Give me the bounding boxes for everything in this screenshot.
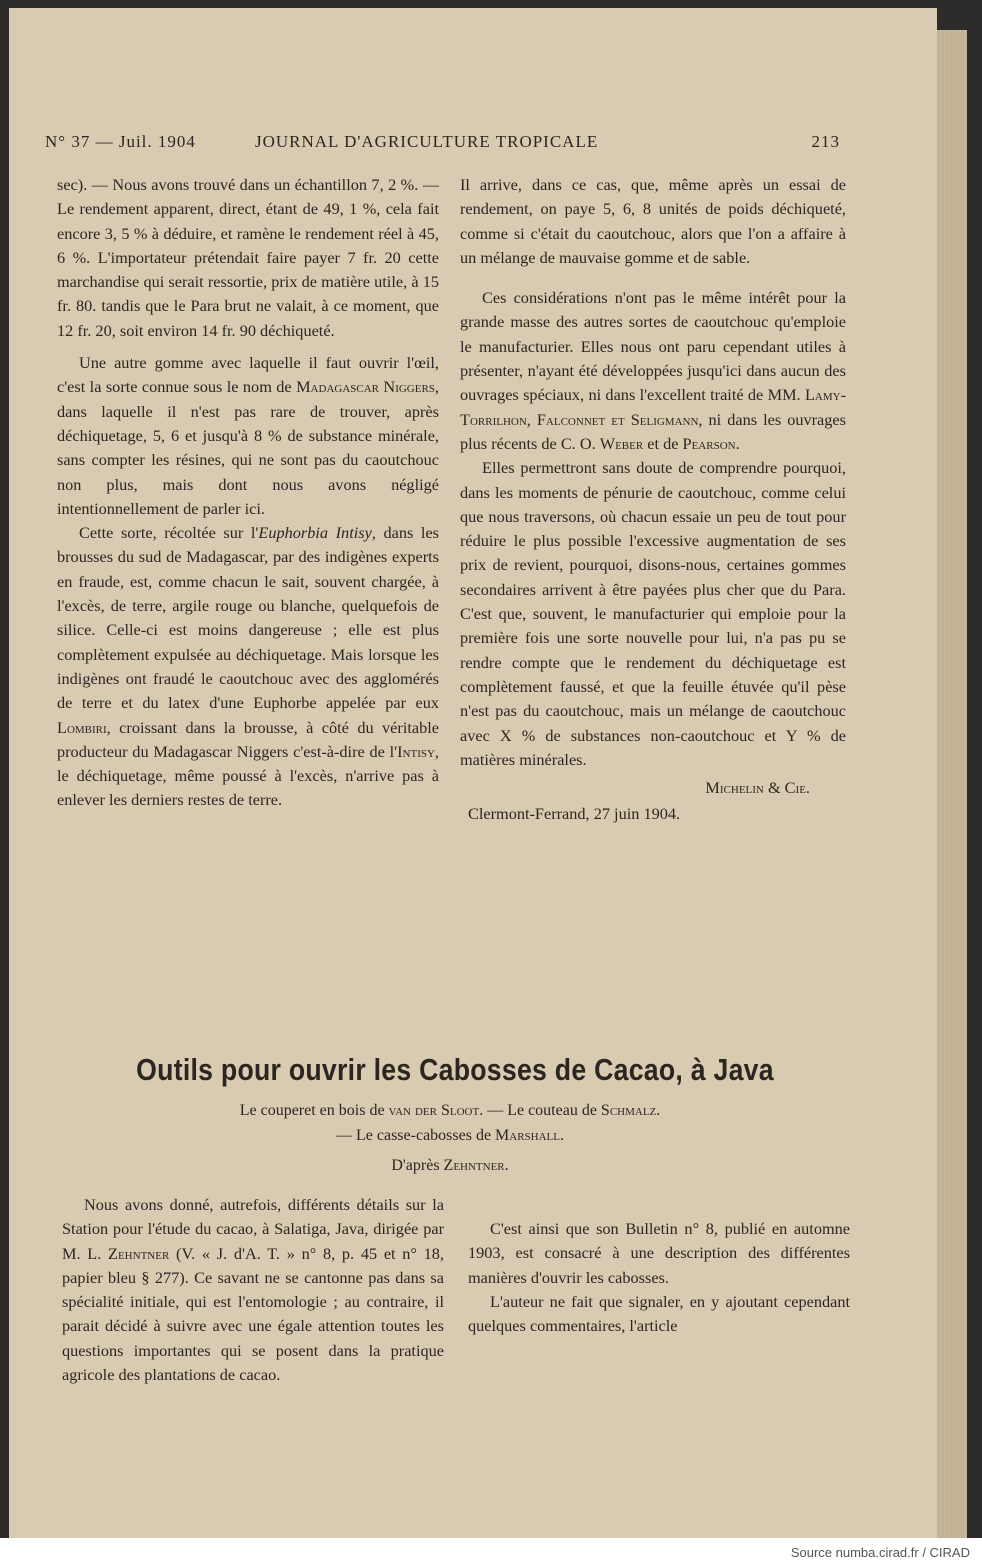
- source-credit: Source numba.cirad.fr / CIRAD: [790, 1545, 970, 1560]
- paragraph: Nous avons donné, autrefois, différents détails sur la Station pour l'étude du cacao, à Salatiga, Java, dirigée par M. L. Zehntner (V. « J. d'A. T. » n° 8, p. 45 et n° 18, papier bleu § 277). Ce savant ne se cantonne pas dans sa spécialité initiale, qui est l'entomologie ; au contraire, il parait décidé à suivre avec une égale attention toutes les questions importantes qui se posent dans la pratique agricole des plantations de cacao.: [62, 1195, 445, 1385]
- column-right-bottom: [468, 1217, 850, 1338]
- article-subtitle: — Le casse-cabosses de Marshall.: [336, 1127, 564, 1144]
- article-subtitle: Le couperet en bois de van der Sloot. — Le couteau de Schmalz.: [239, 1102, 661, 1119]
- page-number: 213: [811, 132, 840, 151]
- journal-title: JOURNAL D'AGRICULTURE TROPICALE: [255, 132, 599, 151]
- paragraph: Une autre gomme avec laquelle il faut ouvrir l'œil, c'est la sorte connue sous le nom de Madagascar Niggers, dans laquelle il n'est pas rare de trouver, après déchiquetage, 5, 6 et jusqu'à 8 % de substance minérale, sans compter les résines, qui ne sont pas du caoutchouc non plus, mais dont nous avons négligé intentionnellement de parler ici.: [57, 353, 439, 518]
- paragraph: L'auteur ne fait que signaler, en y ajoutant cependant quelques commentaires, l'article: [468, 1291, 850, 1336]
- article-title: Outils pour ouvrir les Cabosses de Cacao, à Java: [136, 1052, 774, 1087]
- column-left-bottom: [62, 1193, 444, 1387]
- issue-number: N° 37 — Juil. 1904: [45, 132, 196, 151]
- paragraph: Ces considérations n'ont pas le même intérêt pour la grande masse des autres sortes de caoutchouc qu'emploie le manufacturier. Elles nous ont paru cependant utiles à présenter, n'ayant été développées jusqu'ici dans aucun des ouvrages spéciaux, ni dans l'excellent traité de MM. Lamy-Torrilhon, Falconnet et Seligmann, ni dans les ouvrages plus récents de C. O. Weber et de Pearson.: [460, 288, 846, 453]
- column-left-top: [57, 173, 439, 813]
- paragraph: Cette sorte, récoltée sur l'Euphorbia Intisy, dans les brousses du sud de Madagascar, par des indigènes experts en fraude, est, comme chacun le sait, souvent chargée, à l'excès, de terre, argile rouge ou blanche, quelquefois de silice. Celle-ci est moins dangereuse ; elle est plus complètement expulsée au déchiquetage. Mais lorsque les indigènes ont fraudé le caoutchouc avec des agglomérés de terre et du latex d'une Euphorbe appelée par eux Lombiri, croissant dans la brousse, à côté du véritable producteur du Madagascar Niggers c'est-à-dire de l'Intisy, le déchiquetage, même poussé à l'excès, n'arrive pas à enlever les derniers restes de terre.: [57, 523, 440, 810]
- paragraph: Il arrive, dans ce cas, que, même après un essai de rendement, on paye 5, 6, 8 unités de poids déchiqueté, comme si c'était du caoutchouc, alors que l'on a affaire à un mélange de mauvaise gomme et de sable.: [460, 175, 846, 267]
- article-byline: D'après Zehntner.: [391, 1157, 509, 1174]
- page-edge: [937, 30, 967, 1538]
- signature: Michelin & Cie.: [705, 778, 810, 798]
- column-right-top: [460, 173, 846, 827]
- paragraph: C'est ainsi que son Bulletin n° 8, publié en automne 1903, est consacré à une description des différentes manières d'ouvrir les cabosses.: [468, 1219, 850, 1287]
- paragraph: Elles permettront sans doute de comprendre pourquoi, dans les moments de pénurie de caoutchouc, comme celui que nous traversons, où chacun essaie un peu de tout pour réduire le plus possible l'excessive augmentation de ses prix de revient, pourquoi, disons-nous, certaines gommes secondaires arrivent à être payées plus cher que du Para. C'est que, souvent, le manufacturier qui emploie pour la première fois une sorte nouvelle pour lui, n'a pas pu se rendre compte que le rendement du déchiquetage est complètement faussé, et que la feuille étuvée qu'il pèse n'est pas du caoutchouc, mais un mélange de caoutchouc avec X % de substances non-caoutchouc et Y % de matières minérales.: [460, 458, 846, 769]
- running-header: [45, 132, 840, 156]
- paragraph: sec). — Nous avons trouvé dans un échantillon 7, 2 %. — Le rendement apparent, direct, étant de 49, 1 %, cela fait encore 3, 5 % à déduire, et ramène le rendement réel à 45, 6 %. L'importateur prétendait faire payer 7 fr. 20 cette marchandise qui serait ressortie, prix de matière utile, à 15 fr. 80. tandis que le Para brut ne valait, à ce moment, que 12 fr. 20, soit environ 14 fr. 90 déchiqueté.: [57, 175, 439, 340]
- place-date: Clermont-Ferrand, 27 juin 1904.: [468, 804, 681, 824]
